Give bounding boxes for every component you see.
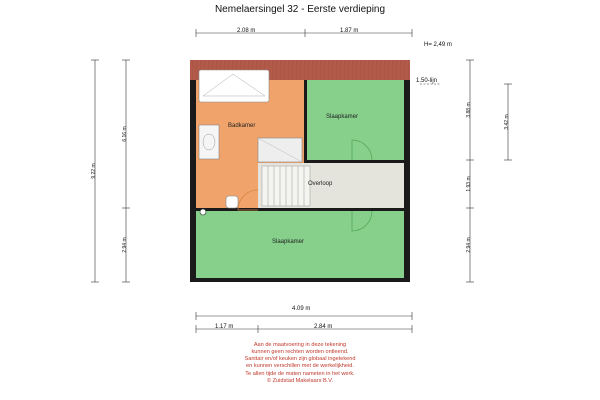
dim-bottom-right: 2.84 m xyxy=(314,324,333,330)
dim-left-total: 9.22 m xyxy=(91,163,97,179)
disclaimer-line: kunnen geen rechten worden ontleend. xyxy=(251,349,349,355)
dim-bottom-total: 4.09 m xyxy=(292,306,311,312)
stairs xyxy=(262,166,310,206)
room-label-bathroom: Badkamer xyxy=(228,123,256,129)
page-title: Nemelaersingel 32 - Eerste verdieping xyxy=(214,4,386,15)
disclaimer-line: Sanitair en/of keuken zijn globaal ingetekend xyxy=(244,356,356,362)
boiler-icon xyxy=(200,209,206,215)
room-label-landing: Overloop xyxy=(308,181,333,187)
dim-bottom-left: 1.17 m xyxy=(215,324,234,330)
disclaimer-line: Te allen tijde de maten nameten in het werk. xyxy=(245,371,355,377)
dim-right-upper: 3.88 m xyxy=(466,102,472,118)
sink-counter xyxy=(199,125,219,159)
room-label-bedroom-bottom: Slaapkamer xyxy=(272,239,305,245)
dim-top-right: 1.87 m xyxy=(340,28,359,34)
bedroom-top-fill xyxy=(307,80,404,160)
height-label: H= 2,49 m xyxy=(424,42,452,48)
dim-top-left: 2.08 m xyxy=(237,28,256,34)
top-dimension-lines xyxy=(196,29,412,37)
dim-right-upper-inner: 3.42 m xyxy=(504,114,510,130)
dim-left-lower: 2.94 m xyxy=(122,237,128,253)
disclaimer-line: en kunnen verschillen met de werkelijkheid. xyxy=(246,363,354,369)
dim-left-upper: 6.16 m xyxy=(122,126,128,142)
disclaimer-line: Aan de maatvoering in deze tekening xyxy=(253,342,347,348)
roof-label: 1.50-lijn xyxy=(416,78,438,84)
dim-right-lower: 2.94 m xyxy=(466,237,472,253)
dim-right-middle: 1.93 m xyxy=(466,176,472,192)
toilet xyxy=(226,196,238,208)
room-label-bedroom-top: Slaapkamer xyxy=(326,114,359,120)
disclaimer-line: © Zuidstad Makelaars B.V. xyxy=(266,378,334,384)
